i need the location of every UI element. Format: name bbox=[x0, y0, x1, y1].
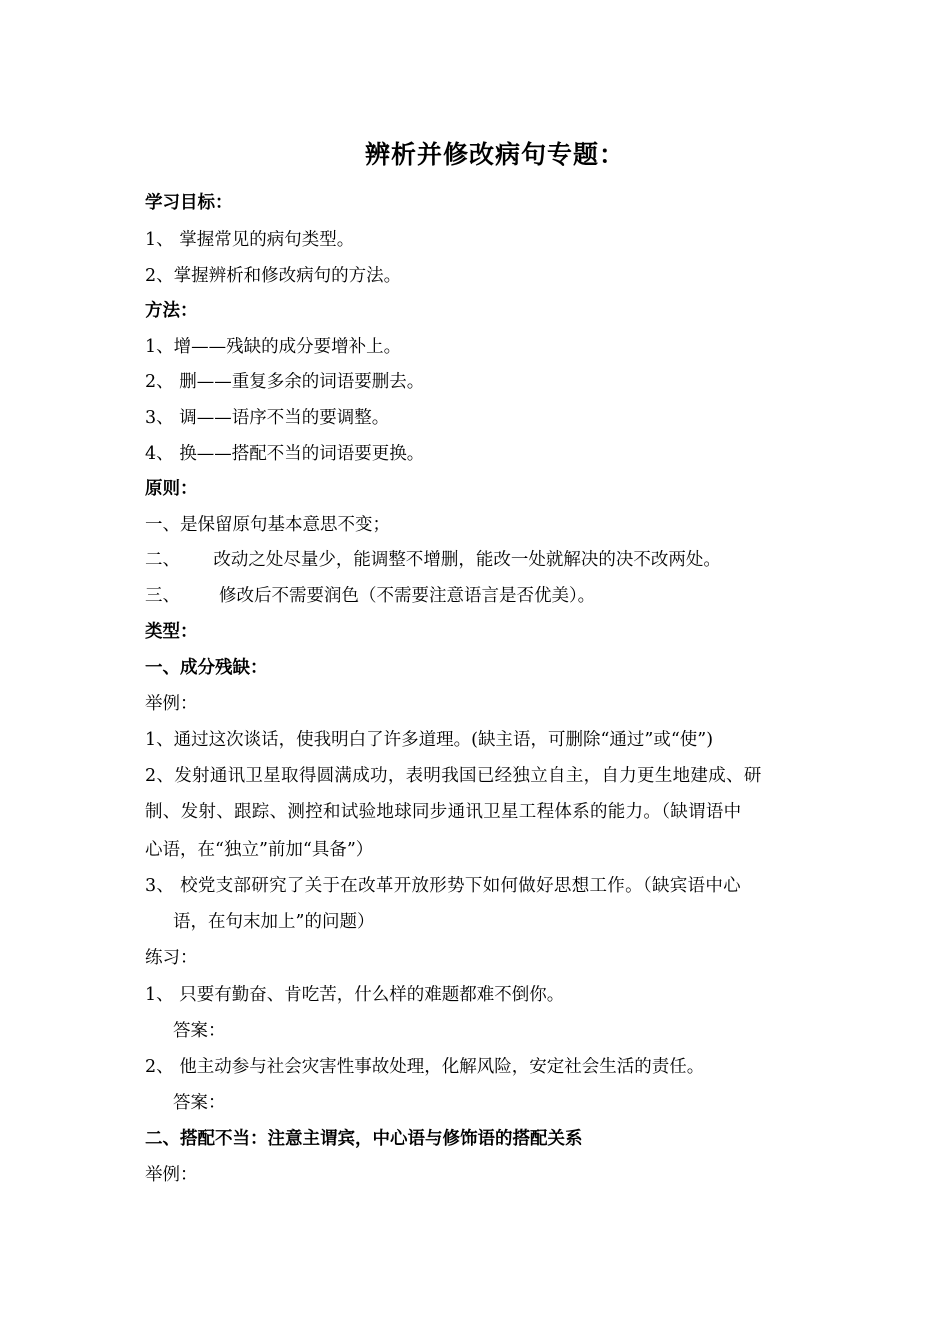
principle-item-1: 一、是保留原句基本意思不变； bbox=[145, 515, 390, 535]
practice-item-1: 1、 只要有勤奋、肯吃苦，什么样的难题都难不倒你。 bbox=[145, 985, 565, 1005]
heading-principles: 原则： bbox=[145, 479, 198, 499]
examples-label: 举例： bbox=[145, 694, 198, 714]
section-heading-missing-components: 一、成分残缺： bbox=[145, 658, 268, 678]
method-item-4: 4、 换——搭配不当的词语要更换。 bbox=[145, 444, 425, 464]
examples-label-2: 举例： bbox=[145, 1165, 198, 1185]
goal-item-2: 2、掌握辨析和修改病句的方法。 bbox=[145, 266, 402, 286]
answer-label-2: 答案： bbox=[173, 1093, 226, 1113]
example-2-line-1: 2、发射通讯卫星取得圆满成功，表明我国已经独立自主，自力更生地建成、研 bbox=[145, 766, 762, 786]
heading-methods: 方法： bbox=[145, 301, 198, 321]
heading-types: 类型： bbox=[145, 622, 198, 642]
example-2-line-3: 心语，在“独立”前加“具备”） bbox=[145, 840, 374, 860]
goal-item-1: 1、 掌握常见的病句类型。 bbox=[145, 230, 355, 250]
method-item-2: 2、 删——重复多余的词语要删去。 bbox=[145, 372, 425, 392]
example-2-line-2: 制、发射、跟踪、测控和试验地球同步通讯卫星工程体系的能力。（缺谓语中 bbox=[145, 802, 742, 822]
page-title: 辨析并修改病句专题： bbox=[364, 140, 625, 169]
example-3-line-1: 3、 校党支部研究了关于在改革开放形势下如何做好思想工作。（缺宾语中心 bbox=[145, 876, 741, 896]
method-item-1: 1、增——残缺的成分要增补上。 bbox=[145, 337, 402, 357]
principle-item-3: 三、 修改后不需要润色（不需要注意语言是否优美）。 bbox=[145, 586, 596, 606]
practice-item-2: 2、 他主动参与社会灾害性事故处理，化解风险，安定社会生活的责任。 bbox=[145, 1057, 705, 1077]
answer-label-1: 答案： bbox=[173, 1021, 226, 1041]
method-item-3: 3、 调——语序不当的要调整。 bbox=[145, 408, 390, 428]
heading-learning-goals: 学习目标： bbox=[145, 193, 233, 213]
section-heading-mismatch: 二、搭配不当：注意主谓宾，中心语与修饰语的搭配关系 bbox=[145, 1129, 583, 1149]
principle-item-2: 二、 改动之处尽量少，能调整不增删，能改一处就解决的决不改两处。 bbox=[145, 550, 721, 570]
example-3-line-2: 语，在句末加上”的问题） bbox=[173, 912, 375, 932]
example-1: 1、通过这次谈话，使我明白了许多道理。(缺主语，可删除“通过”或“使”) bbox=[145, 730, 714, 750]
practice-label: 练习： bbox=[145, 948, 198, 968]
